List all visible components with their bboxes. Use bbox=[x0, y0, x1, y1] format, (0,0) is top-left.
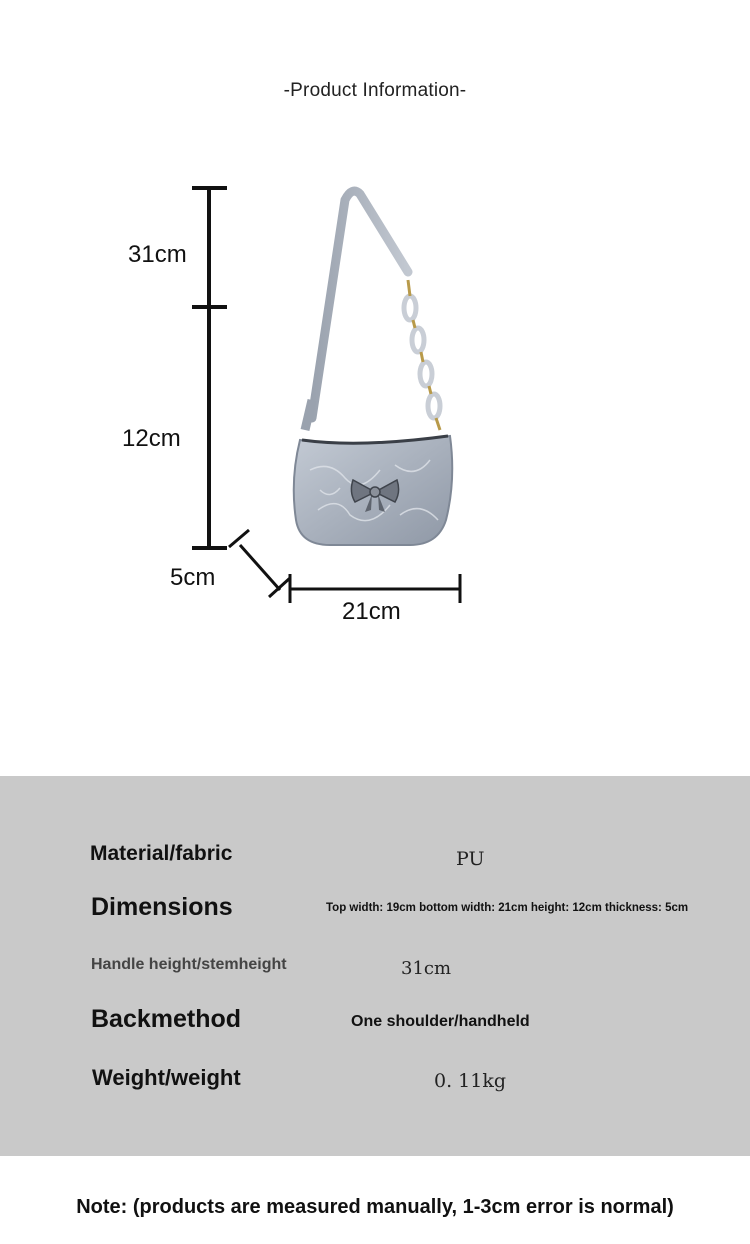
measurement-note: Note: (products are measured manually, 1-3cm error is normal) bbox=[76, 1196, 674, 1218]
spec-panel bbox=[0, 776, 750, 1156]
spec-value-handle-height: 31cm bbox=[401, 958, 452, 979]
spec-label-dimensions: Dimensions bbox=[91, 893, 233, 921]
page-title: -Product Information- bbox=[283, 80, 467, 101]
thickness-label: 5cm bbox=[170, 564, 216, 591]
spec-value-material: PU bbox=[456, 848, 485, 870]
spec-value-backmethod: One shoulder/handheld bbox=[351, 1013, 530, 1030]
height-label: 12cm bbox=[122, 425, 181, 452]
width-label: 21cm bbox=[342, 598, 401, 625]
spec-label-backmethod: Backmethod bbox=[91, 1005, 242, 1033]
spec-value-weight: 0. 11kg bbox=[434, 1070, 507, 1092]
spec-label-material: Material/fabric bbox=[90, 842, 233, 865]
thickness-dimension-line bbox=[229, 530, 290, 597]
spec-label-weight: Weight/weight bbox=[92, 1065, 241, 1090]
spec-label-handle-height: Handle height/stemheight bbox=[91, 956, 287, 973]
spec-value-dimensions: Top width: 19cm bottom width: 21cm height: 12cm thickness: 5cm bbox=[326, 902, 689, 914]
bag-illustration bbox=[294, 191, 453, 545]
vertical-dimension-line bbox=[192, 188, 227, 548]
handle-height-label: 31cm bbox=[128, 241, 187, 268]
